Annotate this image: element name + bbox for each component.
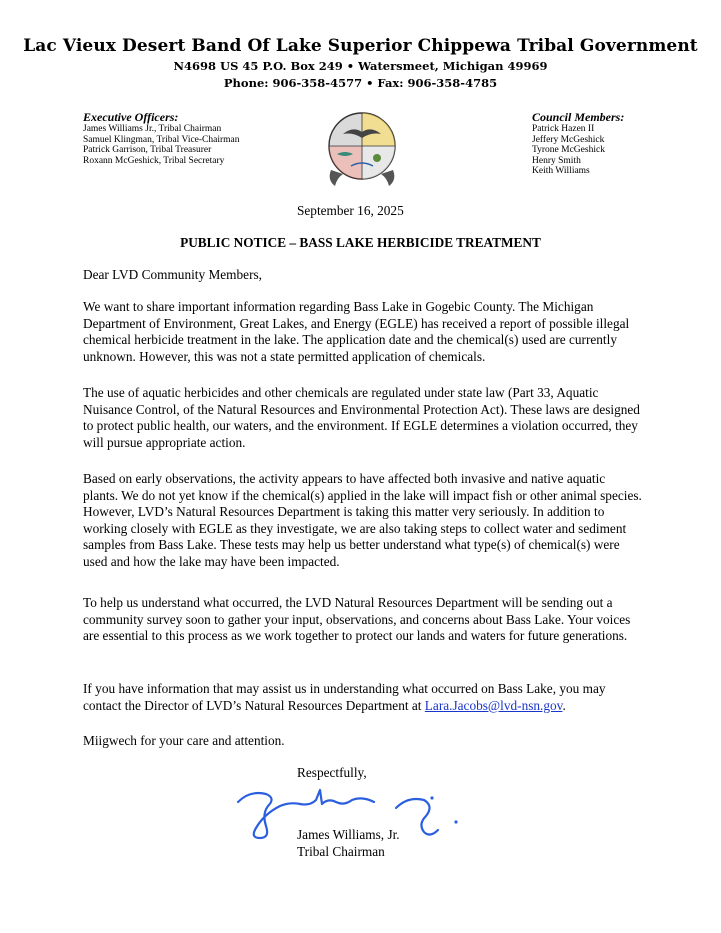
council-member-item: Jeffery McGeshick: [532, 134, 605, 145]
officer-item: Patrick Garrison, Tribal Treasurer: [83, 145, 212, 155]
officer-item: James Williams Jr., Tribal Chairman: [83, 124, 222, 134]
signer-title: Tribal Chairman: [297, 844, 385, 859]
salutation: Dear LVD Community Members,: [83, 267, 262, 282]
letter-date: September 16, 2025: [297, 203, 404, 218]
signer-name: James Williams, Jr.: [297, 827, 400, 842]
paragraph: The use of aquatic herbicides and other chemicals are regulated under state law (Part 33, Aquatic Nuisance Control, of the Natural Resources and Environmental Protection Act). These laws are designed to protect public health, our waters, and the environment. If EGLE determines a violation occurred, they will pursue appropriate action.: [83, 385, 640, 450]
contact-paragraph: [83, 681, 643, 714]
council-member-item: Henry Smith: [532, 155, 581, 166]
sign-off: Respectfully,: [297, 765, 367, 780]
contact-email-link[interactable]: Lara.Jacobs@lvd-nsn.gov: [424, 697, 563, 713]
council-members-heading: Council Members:: [532, 110, 625, 124]
council-member-item: Keith Williams: [532, 166, 590, 176]
closing-line: Miigwech for your care and attention.: [83, 733, 285, 748]
signer-block: [297, 826, 400, 860]
tribal-seal-icon: [323, 108, 401, 190]
organization-phone-fax: Phone: 906-358-4577 • Fax: 906-358-4785: [223, 76, 498, 90]
council-members-list: [532, 110, 692, 177]
contact-text: If you have information that may assist us in understanding what occurred on Bass Lake, you may contact the Director of LVD’s Natural Resources Department at: [83, 681, 606, 713]
paragraph: Based on early observations, the activity appears to have affected both invasive and native aquatic plants. We do not yet know if the chemical(s) applied in the lake will impact fish or other animal species. However, LVD’s Natural Resources Department is taking this matter very seriously. In addition to working closely with EGLE as they investigate, we are also taking steps to collect water and sediment samples from Bass Lake. These tests may help us better understand what type(s) of chemical(s) were used and how the lake may have been impacted.: [83, 471, 642, 569]
council-member-item: Patrick Hazen II: [532, 124, 595, 134]
paragraph: We want to share important information regarding Bass Lake in Gogebic County. The Michigan Department of Environment, Great Lakes, and Energy (EGLE) has received a report of possible illegal chemical herbicide treatment in the lake. The application date and the chemical(s) used are currently unknown. However, this was not a state permitted application of chemicals.: [83, 299, 630, 364]
notice-title: PUBLIC NOTICE – BASS LAKE HERBICIDE TREATMENT: [180, 235, 541, 250]
executive-officers-list: [83, 110, 303, 166]
contact-end: .: [562, 697, 566, 713]
paragraph: To help us understand what occurred, the LVD Natural Resources Department will be sending out a community survey soon to gather your input, observations, and concerns about Bass Lake. Your voices are essential to this process as we work together to protect our lands and waters for future generations.: [83, 595, 631, 644]
officer-item: Roxann McGeshick, Tribal Secretary: [83, 155, 225, 166]
council-member-item: Tyrone McGeshick: [532, 145, 605, 155]
organization-address: N4698 US 45 P.O. Box 249 • Watersmeet, Michigan 49969: [173, 59, 548, 73]
organization-name: Lac Vieux Desert Band Of Lake Superior Chippewa Tribal Government: [23, 36, 698, 56]
executive-officers-heading: Executive Officers:: [83, 110, 179, 124]
officer-item: Samuel Klingman, Tribal Vice-Chairman: [83, 134, 240, 145]
